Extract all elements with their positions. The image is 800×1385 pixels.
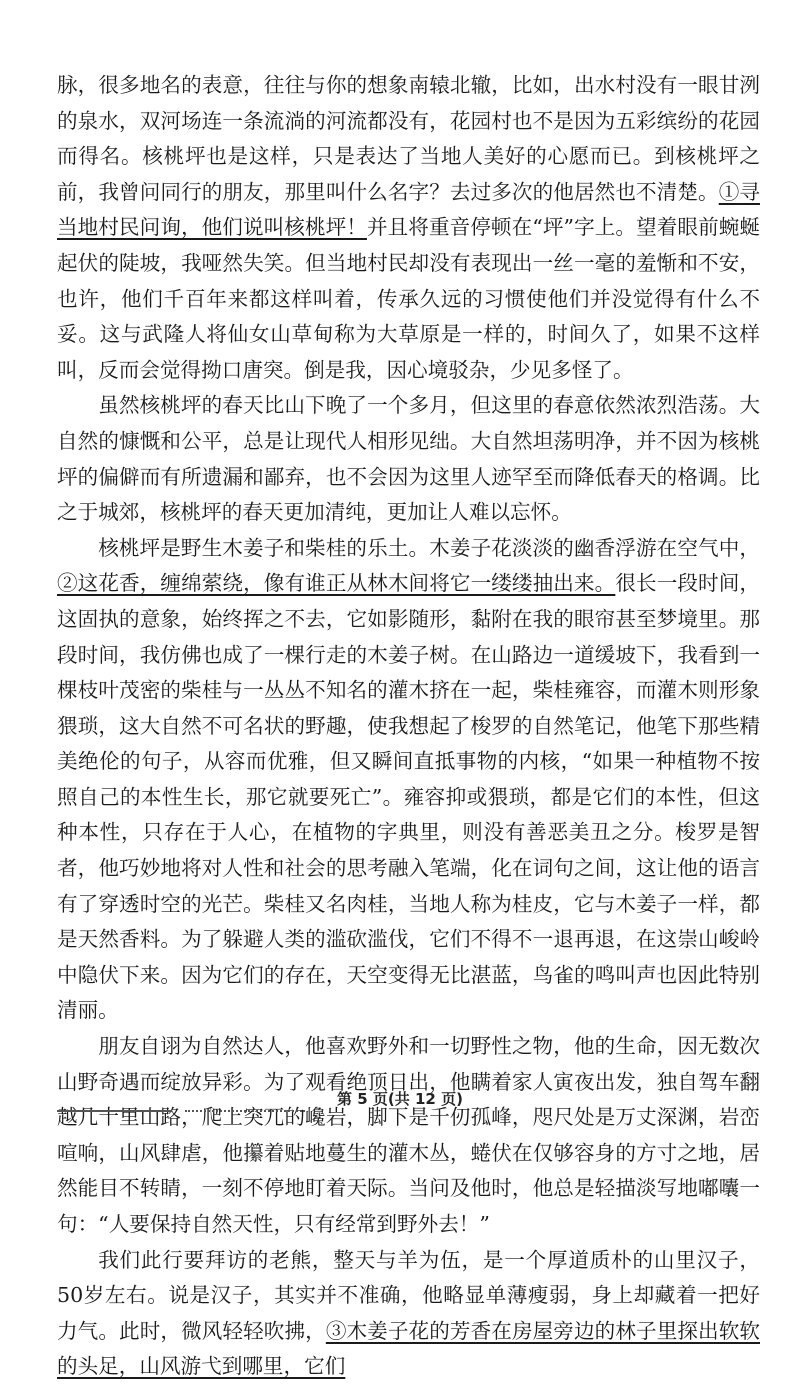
paragraph-3-text-a: 核桃坪是野生木姜子和柴桂的乐土。木姜子花淡淡的幽香浮游在空气中， xyxy=(98,535,760,560)
footer-rule-wavy xyxy=(185,1110,305,1112)
underlined-sentence-3: ③木姜子花的芳香在房屋旁边的林子里探出软软的头足，山风游弋到哪里，它们 xyxy=(57,1318,760,1379)
paragraph-5 xyxy=(57,1243,760,1385)
paragraph-5-text-a: 我们此行要拜访的老熊，整天与羊为伍，是一个厚道质朴的山里汉子，50岁左右。说是汉子，其实并不准确，他略显单薄瘦弱，身上却藏着一把好力气。此时，微风轻轻吹拂， xyxy=(57,1247,760,1343)
underlined-sentence-2: ②这花香，缠绵萦绕，像有谁正从林木间将它一缕缕抽出来。 xyxy=(57,571,616,596)
paragraph-1-text-b: 并且将重音停顿在“坪”字上。望着眼前蜿蜒起伏的陡坡，我哑然失笑。但当地村民却没有表现出一丝一毫的羞惭和不安，也许，他们千百年来都这样叫着，传承久远的习惯使他们并没觉得有什么不妥。这与武隆人将仙女山草甸称为大草原是一样的，时间久了，如果不这样叫，反而会觉得拗口唐突。倒是我，因心境驳杂，少见多怪了。 xyxy=(57,215,761,382)
underlined-sentence-1: ①寻当地村民问询，他们说叫核桃坪！ xyxy=(57,179,761,240)
page-number: 第 5 页(共 12 页) xyxy=(337,1090,463,1108)
footer-rule-left xyxy=(57,1110,172,1112)
paragraph-1-text-a: 脉，很多地名的表意，往往与你的想象南辕北辙，比如，出水村没有一眼甘洌的泉水，双河场连一条流淌的河流都没有，花园村也不是因为五彩缤纷的花园而得名。核桃坪也是这样，只是表达了当地人美好的心愿而已。到核桃坪之前，我曾问同行的朋友，那里叫什么名字？去过多次的他居然也不清楚。 xyxy=(57,73,760,204)
paragraph-2: 虽然核桃坪的春天比山下晚了一个多月，但这里的春意依然浓烈浩荡。大自然的慷慨和公平，总是让现代人相形见绌。大自然坦荡明净，并不因为核桃坪的偏僻而有所遗漏和鄙弃，也不会因为这里人迹罕至而降低春天的格调。比之于城郊，核桃坪的春天更加清纯，更加让人难以忘怀。 xyxy=(57,393,760,525)
paragraph-1 xyxy=(57,68,760,388)
article-body xyxy=(57,68,760,1385)
paragraph-3 xyxy=(57,531,760,1029)
paragraph-4: 朋友自诩为自然达人，他喜欢野外和一切野性之物，他的生命，因无数次山野奇遇而绽放异彩。为了观看绝顶日出，他瞒着家人寅夜出发，独自驾车翻越几十里山路，爬上突兀的巉岩，脚下是千仞孤峰，咫尺处是万丈深渊，岩峦喧响，山风肆虐，他攥着贴地蔓生的灌木丛，蜷伏在仅够容身的方寸之地，居然能目不转睛，一刻不停地盯着天际。当问及他时，他总是轻描淡写地嘟囔一句：“人要保持自然天性，只有经常到野外去！” xyxy=(57,1034,760,1236)
paragraph-3-text-b: 很长一段时间，这固执的意象，始终挥之不去，它如影随形，黏附在我的眼帘甚至梦境里。那段时间，我仿佛也成了一棵行走的木姜子树。在山路边一道缓坡下，我看到一棵枝叶茂密的柴桂与一丛丛不知名的灌木挤在一起，柴桂雍容，而灌木则形象猥琐，这大自然不可名状的野趣，使我想起了梭罗的自然笔记，他笔下那些精美绝伦的句子，从容而优雅，但又瞬间直抵事物的内核，“如果一种植物不按照自己的本性生长，那它就要死亡”。雍容抑或猥琐，都是它们的本性，但这种本性，只存在于人心，在植物的字典里，则没有善恶美丑之分。梭罗是智者，他巧妙地将对人性和社会的思考融入笔端，化在词句之间，这让他的语言有了穿透时空的光芒。柴桂又名肉桂，当地人称为桂皮，它与木姜子一样，都是天然香料。为了躲避人类的滥砍滥伐，它们不得不一退再退，在这崇山峻岭中隐伏下来。因为它们的存在，天空变得无比湛蓝，鸟雀的鸣叫声也因此特别清丽。 xyxy=(57,571,761,1023)
